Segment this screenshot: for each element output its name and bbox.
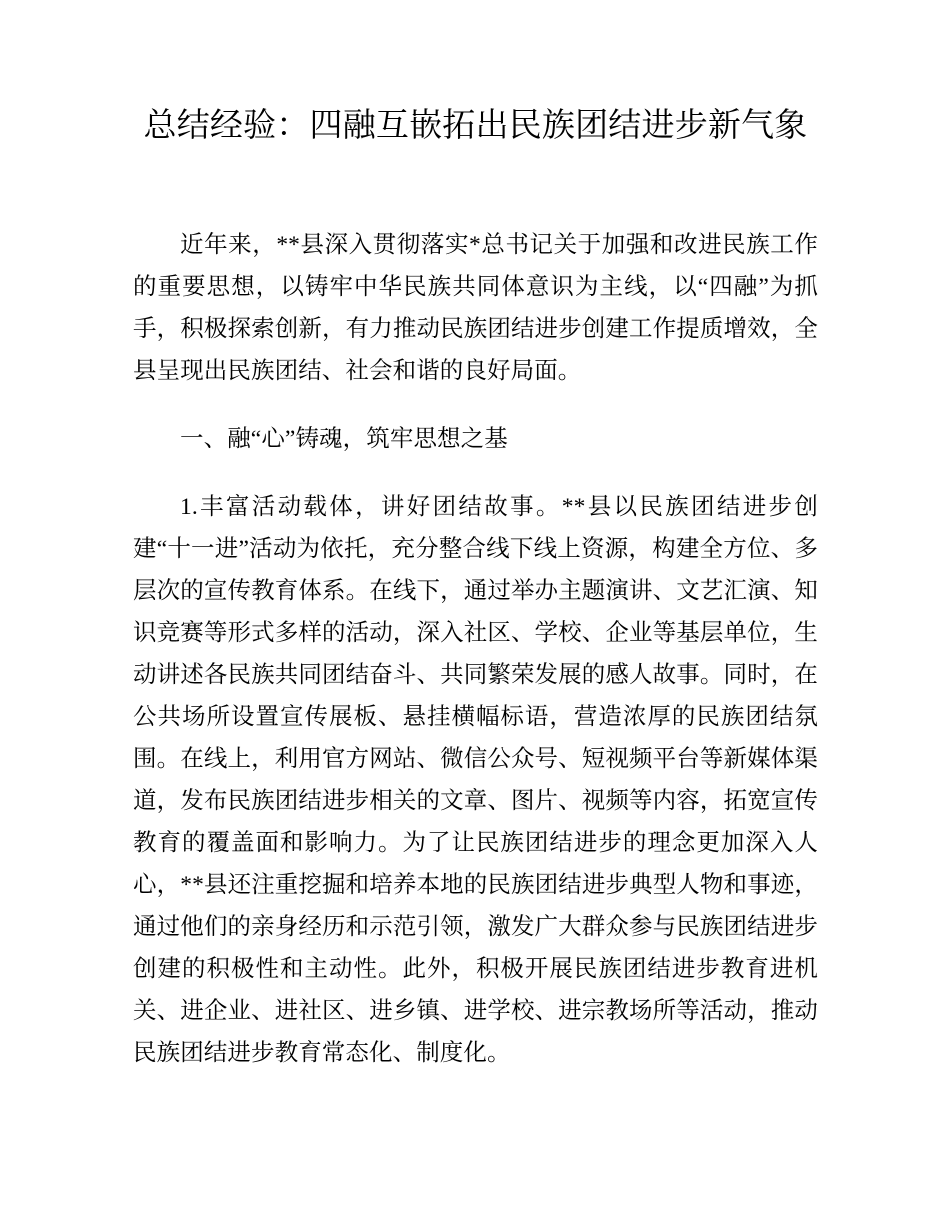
- paragraph-intro: 近年来，**县深入贯彻落实*总书记关于加强和改进民族工作的重要思想，以铸牢中华民族共同体意识为主线，以“四融”为抓手，积极探索创新，有力推动民族团结进步创建工作提质增效，全县呈现出民族团结、社会和谐的良好局面。: [133, 232, 818, 384]
- page-title: 总结经验：四融互嵌拓出民族团结进步新气象: [143, 108, 808, 144]
- document-text-body: [133, 0, 818, 1074]
- section-heading-1: 一、融“心”铸魂，筑牢思想之基: [180, 426, 508, 452]
- paragraph-item-1: 1.丰富活动载体，讲好团结故事。**县以民族团结进步创建“十一进”活动为依托，充分整合线下线上资源，构建全方位、多层次的宣传教育体系。在线下，通过举办主题演讲、文艺汇演、知识竞赛等形式多样的活动，深入社区、学校、企业等基层单位，生动讲述各民族共同团结奋斗、共同繁荣发展的感人故事。同时，在公共场所设置宣传展板、悬挂横幅标语，营造浓厚的民族团结氛围。在线上，利用官方网站、微信公众号、短视频平台等新媒体渠道，发布民族团结进步相关的文章、图片、视频等内容，拓宽宣传教育的覆盖面和影响力。为了让民族团结进步的理念更加深入人心，**县还注重挖掘和培养本地的民族团结进步典型人物和事迹，通过他们的亲身经历和示范引领，激发广大群众参与民族团结进步创建的积极性和主动性。此外，积极开展民族团结进步教育进机关、进企业、进社区、进乡镇、进学校、进宗教场所等活动，推动民族团结进步教育常态化、制度化。: [133, 494, 818, 1066]
